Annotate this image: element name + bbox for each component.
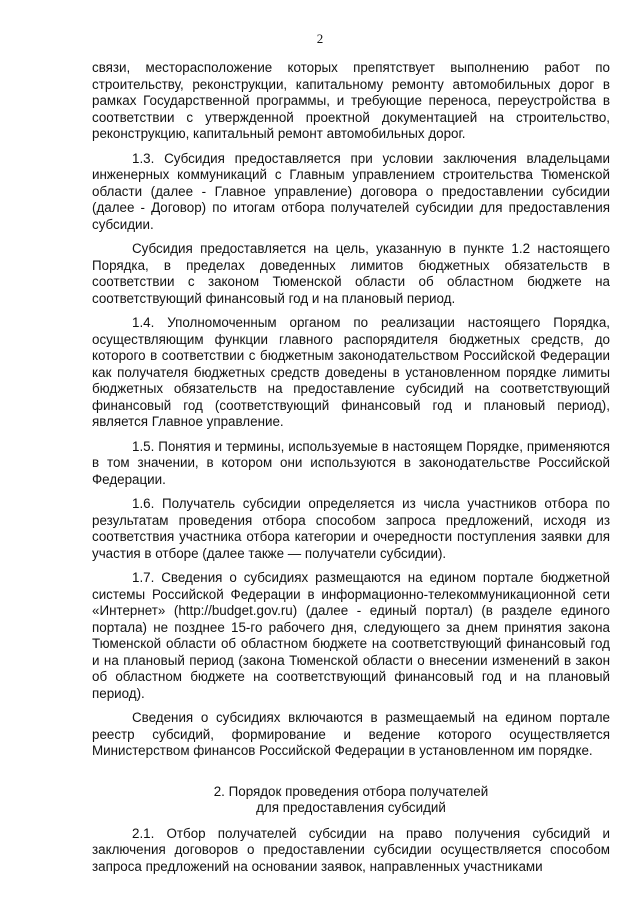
paragraph-1-3: 1.3. Субсидия предоставляется при условии заключения владельцами инженерных коммуникаций с Главным управлением строительства Тюменской области (далее - Главное управление) договора о предоставлении субсидии (далее - Договор) по итогам отбора получателей субсидии для предоставления субсидии. [92,150,610,232]
paragraph-1-5: 1.5. Понятия и термины, используемые в настоящем Порядке, применяются в том значении, в котором они используются в законодательстве Российской Федерации. [92,438,610,487]
document-body [92,60,610,883]
section-heading [92,784,610,817]
paragraph-1-6: 1.6. Получатель субсидии определяется из числа участников отбора по результатам проведения отбора способом запроса предложений, исходя из соответствия участника отбора категории и очередности поступления заявки для участия в отборе (далее также — получатели субсидии). [92,496,610,561]
page-number: 2 [316,31,324,46]
section-heading-line-2: для предоставления субсидий [256,800,446,815]
section-heading-line-1: 2. Порядок проведения отбора получателей [213,783,489,799]
paragraph-subsidy-registry: Сведения о субсидиях включаются в размещаемый на едином портале реестр субсидий, формирование и ведение которого осуществляется Министерством финансов Российской Федерации в установленном им порядке. [92,710,610,758]
paragraph-continuation: связи, месторасположение которых препятствует выполнению работ по строительству, реконструкции, капитальному ремонту автомобильных дорог в рамках Государственной программы, и требующие переноса, переустройства в соответствии с утвержденной проектной документацией на строительство, реконструкцию, капитальный ремонт автомобильных дорог. [92,60,610,141]
paragraph-1-4: 1.4. Уполномоченным органом по реализации настоящего Порядка, осуществляющим функции главного распорядителя бюджетных средств, до которого в соответствии с бюджетным законодательством Российской Федерации как получателя бюджетных средств доведены в установленном порядке лимиты бюджетных обязательств на предоставление субсидий на соответствующий финансовый год (соответствующий финансовый год и плановый период), является Главное управление. [92,315,610,429]
paragraph-1-7: 1.7. Сведения о субсидиях размещаются на едином портале бюджетной системы Российской Федерации в информационно-телекоммуникационной сети «Интернет» (http://budget.gov.ru) (далее - единый портал) (в разделе единого портала) не позднее 15-го рабочего дня, следующего за днем принятия закона Тюменской области об областном бюджете на соответствующий финансовый год и на плановый период (закона Тюменской области о внесении изменений в закон об областном бюджете на соответствующий финансовый год и на плановый период). [92,570,610,701]
paragraph-2-1: 2.1. Отбор получателей субсидии на право получения субсидий и заключения договоров о предоставлении субсидии осуществляется способом запроса предложений на основании заявок, направленных участниками [92,825,610,874]
paragraph-subsidy-purpose: Субсидия предоставляется на цель, указанную в пункте 1.2 настоящего Порядка, в пределах доведенных лимитов бюджетных обязательств в соответствии с законом Тюменской области об областном бюджете на соответствующий финансовый год и на плановый период. [92,241,610,306]
